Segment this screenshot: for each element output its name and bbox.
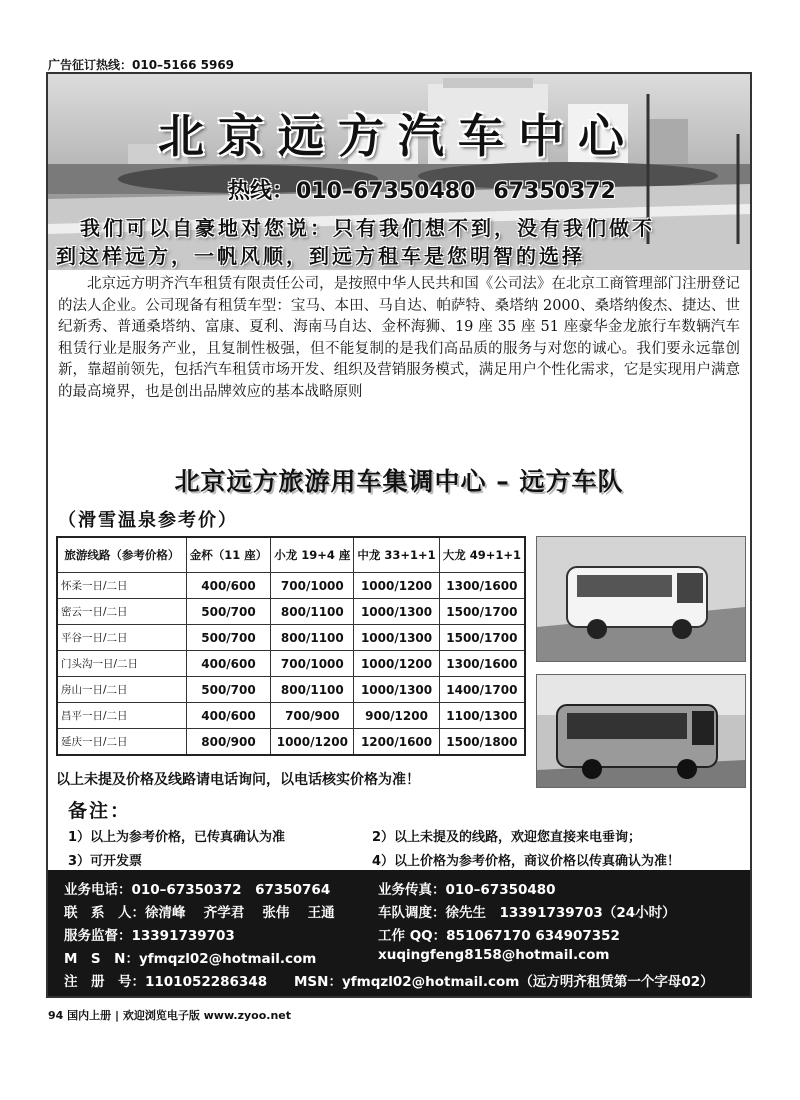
price-cell: 400/600 [186,703,271,729]
route-cell: 门头沟一日/二日 [57,651,186,677]
price-cell: 800/1100 [271,625,354,651]
header-zhonglong: 中龙 33+1+1 [354,537,439,573]
price-cell: 1300/1600 [439,573,525,599]
advertisement [46,72,752,998]
price-cell: 800/1100 [271,599,354,625]
route-cell: 平谷一日/二日 [57,625,186,651]
hotline [228,174,634,205]
price-cell: 1000/1300 [354,625,439,651]
price-cell: 1000/1300 [354,677,439,703]
hotline-number-2: 67350372 [493,179,616,204]
remark-item: 4）以上价格为参考价格，商议价格以传真确认为准！ [372,854,681,869]
remark-item: 2）以上未提及的线路，欢迎您直接来电垂询； [372,830,642,845]
price-cell: 800/1100 [271,677,354,703]
price-cell: 1000/1200 [354,651,439,677]
hotline-label: 热线： [228,179,295,204]
table-row [57,625,525,651]
price-cell: 1300/1600 [439,651,525,677]
table-row [57,729,525,756]
price-cell: 1400/1700 [439,677,525,703]
business-fax: 业务传真：010–67350480 [378,882,556,898]
bus-photo-2 [536,674,746,788]
price-cell: 1100/1300 [439,703,525,729]
header-route: 旅游线路（参考价格） [57,537,186,573]
route-cell: 延庆一日/二日 [57,729,186,756]
slogan-line-1: 我们可以自豪地对您说：只有我们想不到，没有我们做不 [80,216,655,240]
bus-photo-1 [536,536,746,662]
price-cell: 400/600 [186,573,271,599]
route-cell: 怀柔一日/二日 [57,573,186,599]
route-cell: 密云一日/二日 [57,599,186,625]
price-cell: 1000/1200 [271,729,354,756]
price-cell: 500/700 [186,599,271,625]
ad-hotline-header: 广告征订热线：010–5166 5969 [48,58,235,72]
contact-persons: 联 系 人：徐清峰 齐学君 张伟 王通 [64,905,335,921]
table-row [57,651,525,677]
table-row [57,703,525,729]
remark-item: 3）可开发票 [68,854,143,869]
price-cell: 1500/1700 [439,625,525,651]
table-header-row [57,537,525,573]
price-cell: 500/700 [186,677,271,703]
slogan-line-2: 到这样远方，一帆风顺，到远方租车是您明智的选择 [56,244,585,268]
price-cell: 1000/1300 [354,599,439,625]
email-2: xuqingfeng8158@hotmail.com [378,947,610,963]
header-xiaolong: 小龙 19+4 座 [271,537,354,573]
table-row [57,677,525,703]
page-footer: 94 国内上册 | 欢迎浏览电子版 www.zyoo.net [48,1009,292,1022]
bus-icon [537,537,745,661]
service-supervision: 服务监督：13391739703 [64,928,235,944]
contact-box [48,870,750,996]
registration-number: 注 册 号：1101052286348 [64,974,268,990]
msn-2: MSN：yfmqzl02@hotmail.com（远方明齐租赁第一个字母02） [294,974,714,990]
price-cell: 500/700 [186,625,271,651]
company-intro: 北京远方明齐汽车租赁有限责任公司，是按照中华人民共和国《公司法》在北京工商管理部门注册登记的法人企业。公司现备有租赁车型：宝马、本田、马自达、帕萨特、桑塔纳 2000、桑塔纳俊杰、捷达、世纪新秀、普通桑塔纳、富康、夏利、海南马自达、金杯海狮、19 座 35 座 51 座豪华金龙旅行车数辆汽车租赁行业是服务产业，且复制性极强，但不能复制的是我们高品质的服务与对您的诚心。我们要永远靠创新，靠超前领先，包括汽车租赁市场开发、组织及营销服务模式，满足用户个性化需求，它是实现用户满意的最高境界，也是创出品牌效应的基本战略原则 [58,276,740,400]
price-note: 以上未提及价格及线路请电话询问，以电话核实价格为准！ [56,772,420,788]
table-row [57,599,525,625]
price-cell: 700/900 [271,703,354,729]
price-cell: 700/1000 [271,651,354,677]
section-title: 北京远方旅游用车集调中心 – 远方车队 [174,467,624,496]
banner [48,74,750,270]
msn-1: M S N：yfmqzl02@hotmail.com [64,951,317,967]
price-cell: 1000/1200 [354,573,439,599]
business-phone: 业务电话：010–67350372 67350764 [64,882,331,898]
remark-item: 1）以上为参考价格，已传真确认为准 [68,830,286,845]
route-cell: 昌平一日/二日 [57,703,186,729]
price-subtitle: （滑雪温泉参考价） [58,510,238,531]
header-jinbei: 金杯（11 座） [186,537,271,573]
page-title: 北京远方汽车中心 [158,109,638,163]
header-dalong: 大龙 49+1+1 [439,537,525,573]
price-cell: 1500/1800 [439,729,525,756]
price-cell: 700/1000 [271,573,354,599]
table-row [57,573,525,599]
price-cell: 1500/1700 [439,599,525,625]
remarks-title: 备注： [68,800,132,822]
slogan [56,214,746,270]
fleet-dispatch: 车队调度：徐先生 13391739703（24小时） [378,905,676,921]
hotline-number-1: 010–67350480 [296,179,476,204]
price-cell: 900/1200 [354,703,439,729]
price-cell: 400/600 [186,651,271,677]
price-cell: 800/900 [186,729,271,756]
route-cell: 房山一日/二日 [57,677,186,703]
price-cell: 1200/1600 [354,729,439,756]
work-qq: 工作 QQ：851067170 634907352 [378,928,620,944]
bus-icon [537,675,745,787]
price-table [56,536,526,756]
